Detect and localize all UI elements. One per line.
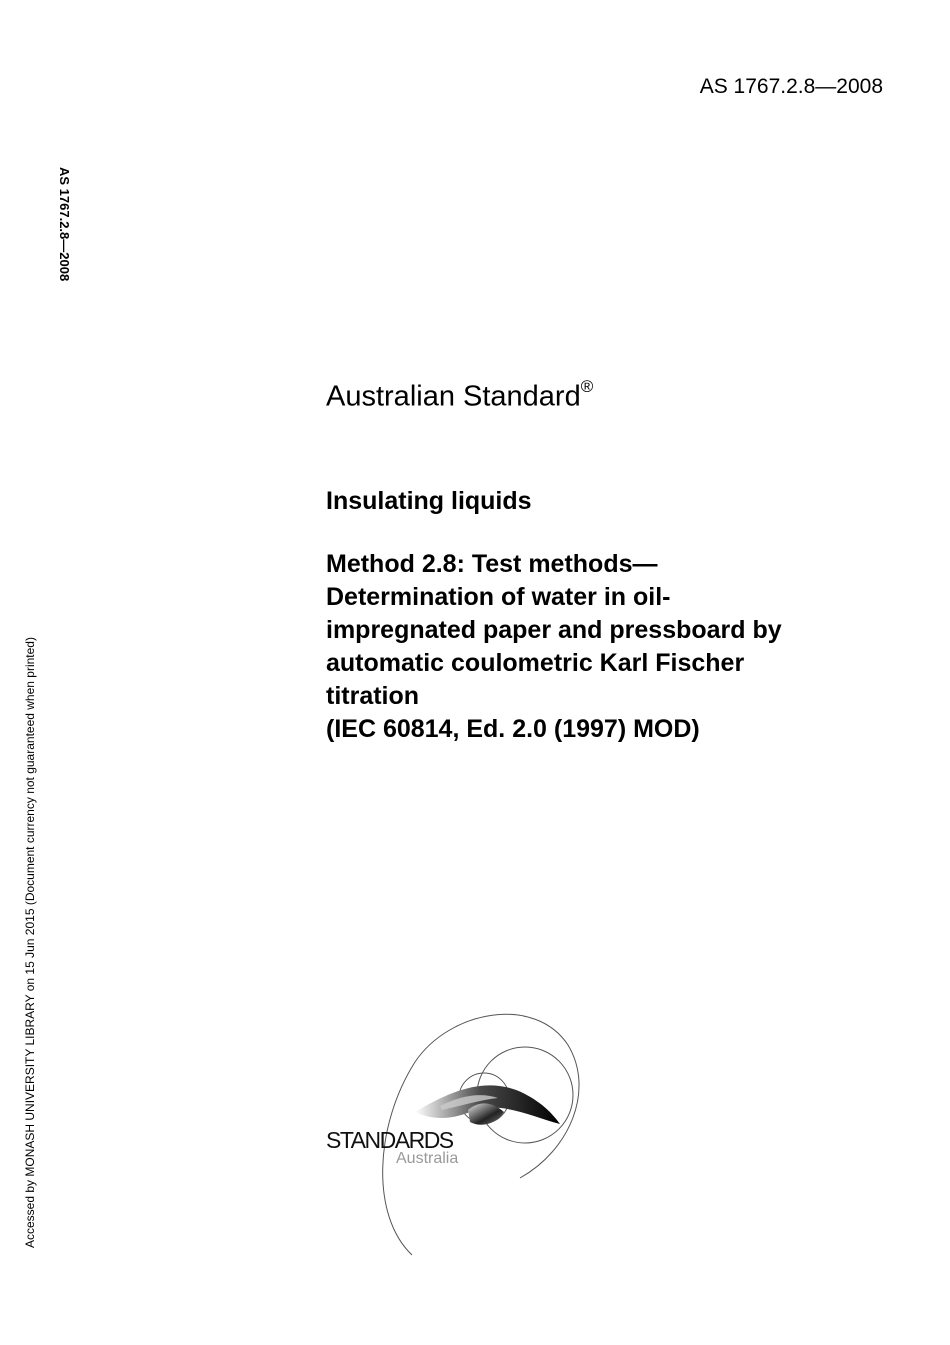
series-label-text: Australian Standard [326, 380, 581, 413]
doc-title: Insulating liquids [326, 487, 532, 515]
doc-number-top: AS 1767.2.8—2008 [699, 75, 883, 98]
method-line: impregnated paper and pressboard by [326, 616, 782, 644]
standards-australia-logo [320, 1000, 590, 1270]
method-line: (IEC 60814, Ed. 2.0 (1997) MOD) [326, 715, 700, 743]
registered-mark: ® [580, 377, 594, 396]
access-notice: Accessed by MONASH UNIVERSITY LIBRARY on 15 Jun 2015 (Document currency not guaranteed when printed) [23, 637, 37, 1248]
logo-wordmark-main: STANDARDS [326, 1127, 453, 1153]
method-line: Method 2.8: Test methods— [326, 550, 658, 578]
method-line: Determination of water in oil- [326, 583, 671, 611]
logo-wordmark-sub: Australia [396, 1150, 459, 1167]
spine-doc-number: AS 1767.2.8—2008 [57, 167, 72, 282]
method-line: titration [326, 682, 420, 710]
method-block [326, 548, 886, 746]
series-label [326, 377, 594, 414]
method-line: automatic coulometric Karl Fischer [326, 649, 745, 677]
